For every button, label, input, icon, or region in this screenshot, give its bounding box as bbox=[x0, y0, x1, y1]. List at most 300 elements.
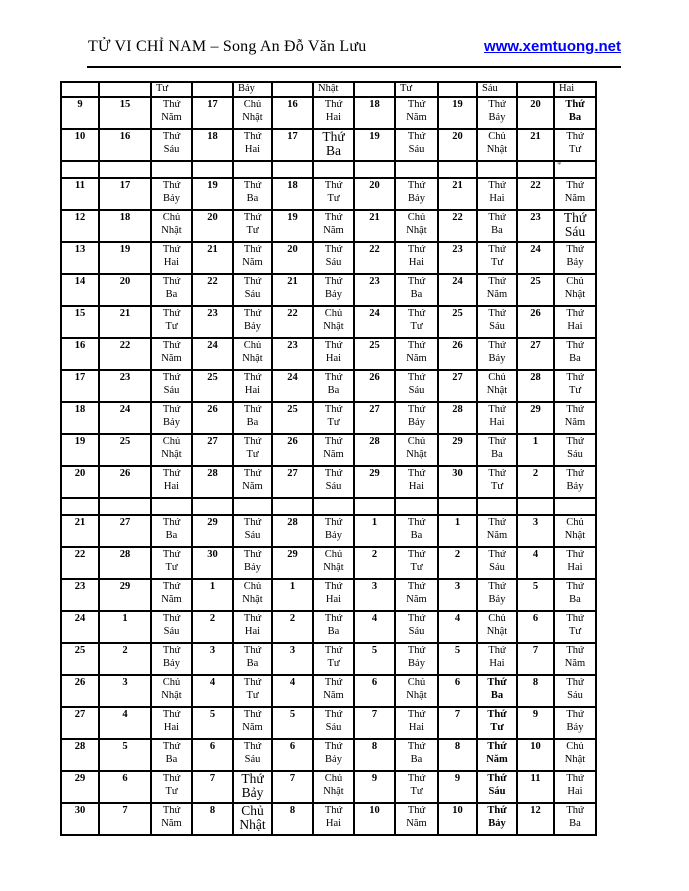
day-number-cell: 6 bbox=[99, 771, 151, 803]
weekday-cell: Thứ Bảy bbox=[554, 707, 596, 739]
day-number-cell: 9 bbox=[354, 771, 395, 803]
day-number-cell: 4 bbox=[517, 547, 554, 579]
day-number-cell: 29 bbox=[272, 547, 313, 579]
day-number-cell: 13 bbox=[61, 242, 99, 274]
day-number-cell: 3 bbox=[517, 515, 554, 547]
day-number-cell: 6 bbox=[354, 675, 395, 707]
table-row bbox=[61, 210, 596, 242]
weekday-cell: Thứ Năm bbox=[233, 242, 272, 274]
day-number-cell: 29 bbox=[517, 402, 554, 434]
day-number-cell: 3 bbox=[192, 643, 233, 675]
weekday-cell: Thứ Hai bbox=[477, 402, 517, 434]
day-number-cell: 25 bbox=[272, 402, 313, 434]
day-number-cell: 30 bbox=[61, 803, 99, 835]
weekday-cell: Thứ Tư bbox=[151, 771, 192, 803]
website-link[interactable]: www.xemtuong.net bbox=[484, 38, 621, 55]
empty-cell bbox=[99, 161, 151, 178]
day-number-cell: 21 bbox=[517, 129, 554, 161]
day-number-cell: 22 bbox=[354, 242, 395, 274]
table-row bbox=[61, 739, 596, 771]
day-number-cell: 8 bbox=[272, 803, 313, 835]
day-number-cell: 23 bbox=[61, 579, 99, 611]
day-number-cell: 2 bbox=[517, 466, 554, 498]
table-row bbox=[61, 274, 596, 306]
weekday-cell: Thứ Hai bbox=[554, 547, 596, 579]
day-number-cell: 29 bbox=[438, 434, 477, 466]
day-number-cell: 10 bbox=[438, 803, 477, 835]
day-number-cell: 16 bbox=[61, 338, 99, 370]
weekday-cell: Thứ Sáu bbox=[233, 274, 272, 306]
day-number-cell: 5 bbox=[517, 579, 554, 611]
day-number-cell: 10 bbox=[354, 803, 395, 835]
weekday-cell: Thứ Sáu bbox=[554, 675, 596, 707]
day-number-cell: 27 bbox=[354, 402, 395, 434]
day-number-cell: 21 bbox=[192, 242, 233, 274]
weekday-cell: Thứ Hai bbox=[233, 129, 272, 161]
day-number-cell: 6 bbox=[438, 675, 477, 707]
table-row bbox=[61, 178, 596, 210]
day-number-cell: 19 bbox=[354, 129, 395, 161]
day-number-cell: 20 bbox=[99, 274, 151, 306]
day-number-cell: 20 bbox=[517, 97, 554, 129]
day-number-cell: 24 bbox=[517, 242, 554, 274]
empty-cell bbox=[517, 82, 554, 97]
weekday-cell: Thứ Ba bbox=[554, 338, 596, 370]
weekday-cell: Thứ Năm bbox=[477, 515, 517, 547]
day-number-cell: 17 bbox=[61, 370, 99, 402]
day-number-cell: 22 bbox=[438, 210, 477, 242]
day-number-cell: 18 bbox=[192, 129, 233, 161]
day-number-cell: 27 bbox=[61, 707, 99, 739]
empty-cell bbox=[517, 161, 554, 178]
day-number-cell: 20 bbox=[438, 129, 477, 161]
weekday-suffix-cell: Bảy bbox=[233, 82, 272, 97]
day-number-cell: 30 bbox=[438, 466, 477, 498]
weekday-suffix-cell: Tư bbox=[151, 82, 192, 97]
day-number-cell: 21 bbox=[354, 210, 395, 242]
day-number-cell: 30 bbox=[192, 547, 233, 579]
weekday-cell: Thứ Sáu bbox=[151, 611, 192, 643]
table-row bbox=[61, 434, 596, 466]
day-number-cell: 28 bbox=[99, 547, 151, 579]
calendar-table bbox=[60, 81, 597, 836]
weekday-cell: Thứ Hai bbox=[233, 370, 272, 402]
weekday-cell: Thứ Tư bbox=[313, 402, 354, 434]
day-number-cell: 4 bbox=[99, 707, 151, 739]
empty-cell bbox=[354, 161, 395, 178]
day-number-cell: 9 bbox=[517, 707, 554, 739]
day-number-cell: 19 bbox=[192, 178, 233, 210]
empty-cell bbox=[272, 82, 313, 97]
weekday-cell: Thứ Bảy bbox=[233, 306, 272, 338]
day-number-cell: 26 bbox=[438, 338, 477, 370]
day-number-cell: 19 bbox=[99, 242, 151, 274]
day-number-cell: 5 bbox=[99, 739, 151, 771]
table-row bbox=[61, 675, 596, 707]
weekday-cell: Thứ Tư bbox=[233, 675, 272, 707]
day-number-cell: 16 bbox=[272, 97, 313, 129]
weekday-cell: Thứ Tư bbox=[477, 242, 517, 274]
day-number-cell: 23 bbox=[517, 210, 554, 242]
day-number-cell: 20 bbox=[272, 242, 313, 274]
empty-cell bbox=[313, 498, 354, 515]
page-header bbox=[88, 38, 621, 56]
weekday-cell: Thứ Sáu bbox=[477, 547, 517, 579]
day-number-cell: 15 bbox=[99, 97, 151, 129]
day-number-cell: 25 bbox=[438, 306, 477, 338]
empty-cell bbox=[438, 82, 477, 97]
weekday-cell: Chủ Nhật bbox=[313, 771, 354, 803]
empty-cell bbox=[151, 161, 192, 178]
day-number-cell: 5 bbox=[354, 643, 395, 675]
day-number-cell: 29 bbox=[354, 466, 395, 498]
day-number-cell: 20 bbox=[61, 466, 99, 498]
empty-cell bbox=[477, 161, 517, 178]
weekday-cell: Chủ Nhật bbox=[233, 579, 272, 611]
day-number-cell: 7 bbox=[354, 707, 395, 739]
table-row bbox=[61, 338, 596, 370]
day-number-cell: 17 bbox=[99, 178, 151, 210]
day-number-cell: 27 bbox=[438, 370, 477, 402]
empty-cell bbox=[192, 161, 233, 178]
day-number-cell: 23 bbox=[354, 274, 395, 306]
weekday-cell: Thứ Năm bbox=[313, 434, 354, 466]
weekday-cell: Thứ Hai bbox=[395, 242, 438, 274]
day-number-cell: 2 bbox=[438, 547, 477, 579]
day-number-cell: 25 bbox=[99, 434, 151, 466]
day-number-cell: 26 bbox=[99, 466, 151, 498]
weekday-cell: Thứ Sáu bbox=[395, 611, 438, 643]
day-number-cell: 3 bbox=[438, 579, 477, 611]
table-row bbox=[61, 402, 596, 434]
weekday-cell: Thứ Sáu bbox=[554, 434, 596, 466]
weekday-cell: Thứ Hai bbox=[313, 338, 354, 370]
empty-cell bbox=[477, 498, 517, 515]
weekday-cell: Thứ Hai bbox=[151, 707, 192, 739]
weekday-cell: Thứ Tư bbox=[477, 707, 517, 739]
weekday-suffix-cell: Hai bbox=[554, 82, 596, 97]
weekday-cell: Thứ Bảy bbox=[477, 338, 517, 370]
empty-cell bbox=[61, 498, 99, 515]
day-number-cell: 8 bbox=[438, 739, 477, 771]
weekday-cell: Chủ Nhật bbox=[477, 370, 517, 402]
day-number-cell: 21 bbox=[438, 178, 477, 210]
day-number-cell: 11 bbox=[517, 771, 554, 803]
table-row bbox=[61, 515, 596, 547]
table-row bbox=[61, 370, 596, 402]
weekday-cell: Thứ Tư bbox=[395, 547, 438, 579]
weekday-cell: Thứ Năm bbox=[395, 803, 438, 835]
day-number-cell: 3 bbox=[272, 643, 313, 675]
day-number-cell: 19 bbox=[61, 434, 99, 466]
day-number-cell: 6 bbox=[272, 739, 313, 771]
weekday-cell: Thứ Bảy bbox=[151, 178, 192, 210]
empty-cell bbox=[233, 161, 272, 178]
weekday-cell: Thứ Ba bbox=[151, 739, 192, 771]
day-number-cell: 7 bbox=[438, 707, 477, 739]
weekday-cell: Chủ Nhật bbox=[554, 739, 596, 771]
weekday-cell: Thứ Ba bbox=[554, 97, 596, 129]
weekday-cell: Thứ Tư bbox=[313, 178, 354, 210]
day-number-cell: 28 bbox=[354, 434, 395, 466]
weekday-cell: Thứ Tư bbox=[313, 643, 354, 675]
weekday-cell: Thứ Bảy bbox=[395, 643, 438, 675]
weekday-cell: Thứ Năm bbox=[395, 579, 438, 611]
day-number-cell: 18 bbox=[99, 210, 151, 242]
weekday-cell: Thứ Sáu bbox=[395, 370, 438, 402]
day-number-cell: 25 bbox=[354, 338, 395, 370]
weekday-cell: Chủ Nhật bbox=[477, 611, 517, 643]
day-number-cell: 4 bbox=[192, 675, 233, 707]
weekday-suffix-cell: Nhật bbox=[313, 82, 354, 97]
day-number-cell: 16 bbox=[99, 129, 151, 161]
weekday-cell: Chủ Nhật bbox=[395, 434, 438, 466]
weekday-cell: Chủ Nhật bbox=[554, 274, 596, 306]
day-number-cell: 28 bbox=[517, 370, 554, 402]
day-number-cell: 7 bbox=[272, 771, 313, 803]
day-number-cell: 24 bbox=[354, 306, 395, 338]
day-number-cell: 28 bbox=[192, 466, 233, 498]
header-divider bbox=[87, 66, 621, 68]
weekday-cell: Thứ Hai bbox=[554, 771, 596, 803]
empty-cell bbox=[192, 498, 233, 515]
day-number-cell: 1 bbox=[438, 515, 477, 547]
weekday-cell: Chủ Nhật bbox=[477, 129, 517, 161]
weekday-cell: Thứ Ba bbox=[151, 274, 192, 306]
empty-cell bbox=[61, 82, 99, 97]
weekday-cell: Thứ Hai bbox=[151, 242, 192, 274]
day-number-cell: 4 bbox=[438, 611, 477, 643]
page-title: TỬ VI CHỈ NAM – Song An Đỗ Văn Lưu bbox=[88, 38, 367, 55]
weekday-cell: Thứ Ba bbox=[395, 515, 438, 547]
table-row bbox=[61, 466, 596, 498]
day-number-cell: 19 bbox=[272, 210, 313, 242]
weekday-cell: Thứ Bảy bbox=[313, 515, 354, 547]
weekday-cell: Thứ Ba bbox=[477, 675, 517, 707]
day-number-cell: 6 bbox=[192, 739, 233, 771]
day-number-cell: 27 bbox=[517, 338, 554, 370]
weekday-cell: Thứ Năm bbox=[554, 402, 596, 434]
day-number-cell: 23 bbox=[192, 306, 233, 338]
weekday-cell: Thứ Hai bbox=[477, 178, 517, 210]
weekday-cell: Thứ Bảy bbox=[554, 466, 596, 498]
weekday-suffix-cell: Sáu bbox=[477, 82, 517, 97]
weekday-cell: Chủ Nhật bbox=[395, 675, 438, 707]
empty-cell bbox=[554, 498, 596, 515]
day-number-cell: 8 bbox=[354, 739, 395, 771]
weekday-cell: Thứ Hai bbox=[395, 707, 438, 739]
day-number-cell: 5 bbox=[438, 643, 477, 675]
table-row bbox=[61, 306, 596, 338]
day-number-cell: 12 bbox=[61, 210, 99, 242]
table-row bbox=[61, 82, 596, 97]
day-number-cell: 15 bbox=[61, 306, 99, 338]
weekday-cell: Thứ Ba bbox=[313, 129, 354, 161]
day-number-cell: 20 bbox=[192, 210, 233, 242]
day-number-cell: 29 bbox=[61, 771, 99, 803]
day-number-cell: 18 bbox=[61, 402, 99, 434]
weekday-cell: Thứ Tư bbox=[554, 370, 596, 402]
day-number-cell: 22 bbox=[99, 338, 151, 370]
weekday-cell: Thứ Ba bbox=[233, 178, 272, 210]
weekday-cell: Thứ Sáu bbox=[233, 515, 272, 547]
day-number-cell: 18 bbox=[272, 178, 313, 210]
day-number-cell: 29 bbox=[99, 579, 151, 611]
weekday-cell: Thứ Năm bbox=[395, 97, 438, 129]
weekday-cell: Thứ Ba bbox=[313, 370, 354, 402]
weekday-cell: Thứ Ba bbox=[233, 402, 272, 434]
day-number-cell: 4 bbox=[354, 611, 395, 643]
weekday-cell: Thứ Bảy bbox=[233, 771, 272, 803]
day-number-cell: 28 bbox=[438, 402, 477, 434]
empty-cell bbox=[554, 161, 596, 178]
weekday-cell: Thứ Bảy bbox=[395, 178, 438, 210]
weekday-cell: Thứ Năm bbox=[313, 210, 354, 242]
weekday-cell: Thứ Tư bbox=[554, 611, 596, 643]
day-number-cell: 5 bbox=[192, 707, 233, 739]
weekday-cell: Thứ Sáu bbox=[313, 242, 354, 274]
weekday-suffix-cell: Tư bbox=[395, 82, 438, 97]
table-row bbox=[61, 129, 596, 161]
day-number-cell: 28 bbox=[272, 515, 313, 547]
weekday-cell: Thứ Hai bbox=[313, 803, 354, 835]
weekday-cell: Thứ Bảy bbox=[151, 643, 192, 675]
day-number-cell: 26 bbox=[272, 434, 313, 466]
weekday-cell: Thứ Hai bbox=[313, 97, 354, 129]
day-number-cell: 2 bbox=[99, 643, 151, 675]
weekday-cell: Thứ Tư bbox=[477, 466, 517, 498]
table-row bbox=[61, 242, 596, 274]
weekday-cell: Thứ Tư bbox=[395, 306, 438, 338]
weekday-cell: Thứ Năm bbox=[395, 338, 438, 370]
empty-cell bbox=[61, 161, 99, 178]
weekday-cell: Thứ Năm bbox=[233, 466, 272, 498]
weekday-cell: Thứ Ba bbox=[313, 611, 354, 643]
day-number-cell: 24 bbox=[61, 611, 99, 643]
weekday-cell: Thứ Ba bbox=[477, 210, 517, 242]
weekday-cell: Thứ Sáu bbox=[313, 707, 354, 739]
day-number-cell: 10 bbox=[517, 739, 554, 771]
weekday-cell: Chủ Nhật bbox=[151, 434, 192, 466]
day-number-cell: 25 bbox=[192, 370, 233, 402]
weekday-cell: Thứ Tư bbox=[233, 210, 272, 242]
weekday-cell: Thứ Hai bbox=[395, 466, 438, 498]
day-number-cell: 27 bbox=[272, 466, 313, 498]
empty-cell bbox=[151, 498, 192, 515]
weekday-cell: Thứ Ba bbox=[554, 803, 596, 835]
asterisk-mark: * bbox=[557, 161, 562, 170]
weekday-cell: Thứ Năm bbox=[151, 803, 192, 835]
table-row bbox=[61, 803, 596, 835]
table-row bbox=[61, 707, 596, 739]
empty-cell bbox=[272, 498, 313, 515]
weekday-cell: Chủ Nhật bbox=[151, 210, 192, 242]
weekday-cell: Chủ Nhật bbox=[313, 306, 354, 338]
table-row bbox=[61, 611, 596, 643]
day-number-cell: 17 bbox=[272, 129, 313, 161]
day-number-cell: 29 bbox=[192, 515, 233, 547]
table-row bbox=[61, 97, 596, 129]
day-number-cell: 4 bbox=[272, 675, 313, 707]
weekday-cell: Thứ Bảy bbox=[554, 242, 596, 274]
empty-cell bbox=[272, 161, 313, 178]
day-number-cell: 1 bbox=[272, 579, 313, 611]
day-number-cell: 27 bbox=[99, 515, 151, 547]
day-number-cell: 1 bbox=[99, 611, 151, 643]
weekday-cell: Thứ Năm bbox=[151, 97, 192, 129]
day-number-cell: 24 bbox=[438, 274, 477, 306]
weekday-cell: Thứ Bảy bbox=[313, 274, 354, 306]
empty-cell bbox=[395, 161, 438, 178]
day-number-cell: 22 bbox=[517, 178, 554, 210]
weekday-cell: Thứ Tư bbox=[554, 129, 596, 161]
day-number-cell: 21 bbox=[61, 515, 99, 547]
empty-cell bbox=[99, 498, 151, 515]
day-number-cell: 28 bbox=[61, 739, 99, 771]
weekday-cell: Thứ Năm bbox=[151, 338, 192, 370]
weekday-cell: Thứ Ba bbox=[395, 274, 438, 306]
weekday-cell: Thứ Bảy bbox=[477, 97, 517, 129]
weekday-cell: Thứ Hai bbox=[233, 611, 272, 643]
empty-cell bbox=[517, 498, 554, 515]
weekday-cell: Thứ Năm bbox=[233, 707, 272, 739]
weekday-cell: Chủ Nhật bbox=[233, 97, 272, 129]
day-number-cell: 1 bbox=[517, 434, 554, 466]
table-row bbox=[61, 643, 596, 675]
day-number-cell: 5 bbox=[272, 707, 313, 739]
weekday-cell: Thứ Năm bbox=[554, 643, 596, 675]
day-number-cell: 22 bbox=[192, 274, 233, 306]
day-number-cell: 12 bbox=[517, 803, 554, 835]
weekday-cell: Chủ Nhật bbox=[151, 675, 192, 707]
weekday-cell: Thứ Hai bbox=[477, 643, 517, 675]
day-number-cell: 22 bbox=[61, 547, 99, 579]
day-number-cell: 23 bbox=[99, 370, 151, 402]
day-number-cell: 7 bbox=[192, 771, 233, 803]
weekday-cell: Thứ Năm bbox=[554, 178, 596, 210]
weekday-cell: Thứ Ba bbox=[554, 579, 596, 611]
day-number-cell: 21 bbox=[272, 274, 313, 306]
weekday-cell: Thứ Bảy bbox=[233, 547, 272, 579]
day-number-cell: 24 bbox=[272, 370, 313, 402]
day-number-cell: 23 bbox=[438, 242, 477, 274]
table-row bbox=[61, 498, 596, 515]
day-number-cell: 1 bbox=[354, 515, 395, 547]
weekday-cell: Chủ Nhật bbox=[233, 803, 272, 835]
empty-cell bbox=[313, 161, 354, 178]
weekday-cell: Thứ Sáu bbox=[554, 210, 596, 242]
day-number-cell: 27 bbox=[192, 434, 233, 466]
day-number-cell: 21 bbox=[99, 306, 151, 338]
weekday-cell: Thứ Năm bbox=[477, 274, 517, 306]
weekday-cell: Thứ Hai bbox=[313, 579, 354, 611]
day-number-cell: 11 bbox=[61, 178, 99, 210]
day-number-cell: 23 bbox=[272, 338, 313, 370]
day-number-cell: 17 bbox=[192, 97, 233, 129]
weekday-cell: Thứ Năm bbox=[313, 675, 354, 707]
day-number-cell: 26 bbox=[192, 402, 233, 434]
weekday-cell: Thứ Bảy bbox=[151, 402, 192, 434]
weekday-cell: Chủ Nhật bbox=[233, 338, 272, 370]
weekday-cell: Thứ Tư bbox=[151, 547, 192, 579]
empty-cell bbox=[395, 498, 438, 515]
empty-cell bbox=[233, 498, 272, 515]
day-number-cell: 7 bbox=[99, 803, 151, 835]
weekday-cell: Thứ Ba bbox=[233, 643, 272, 675]
weekday-cell: Thứ Sáu bbox=[477, 306, 517, 338]
empty-cell bbox=[354, 498, 395, 515]
weekday-cell: Thứ Hai bbox=[151, 466, 192, 498]
